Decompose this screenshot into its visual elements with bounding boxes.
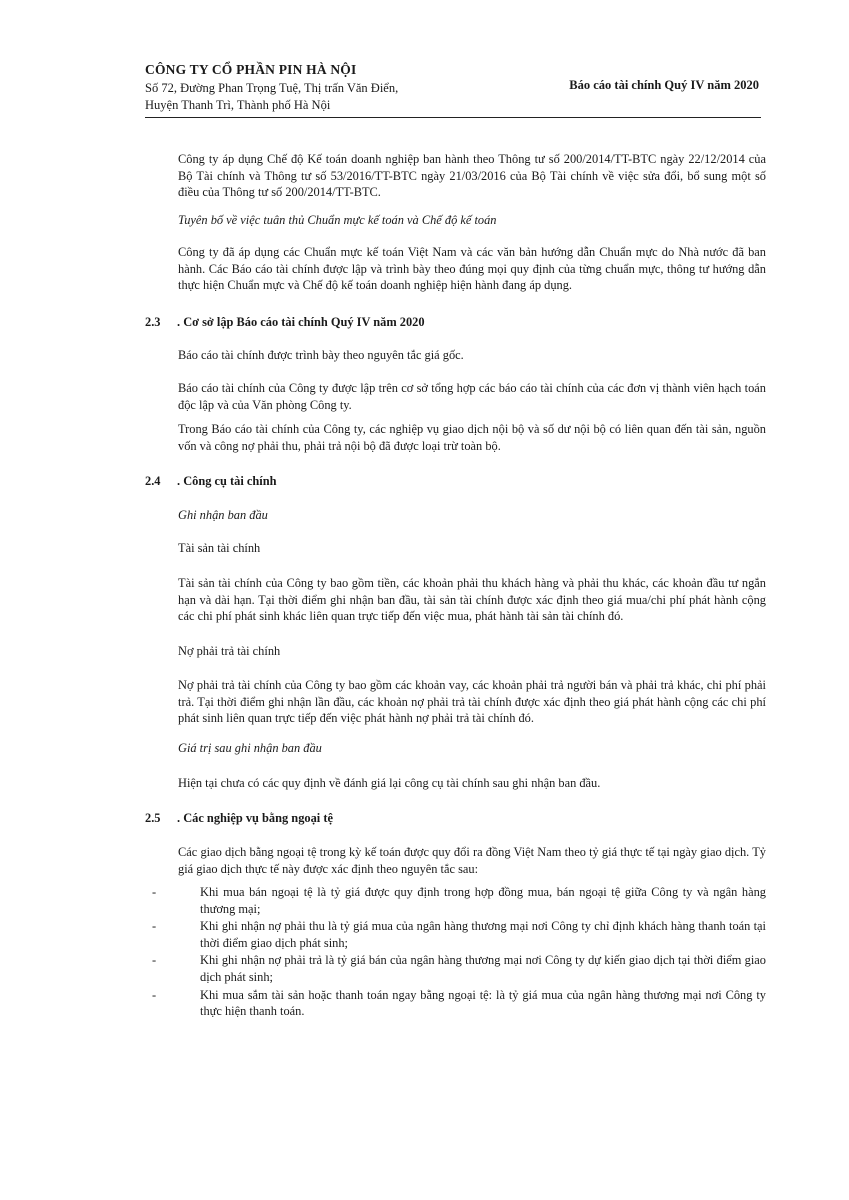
list-item [150,884,766,917]
subsequent-measurement-paragraph: Hiện tại chưa có các quy định về đánh giá lại công cụ tài chính sau ghi nhận ban đầu. [178,776,601,790]
intro-paragraph-1: Công ty áp dụng Chế độ Kế toán doanh nghiệp ban hành theo Thông tư số 200/2014/TT-BTC ngày 22/12/2014 của Bộ Tài chính và Thông tư số 53/2016/TT-BTC ngày 21/03/2016 của Bộ Tài chính về việc sửa đổi, bổ sung một số điều của Thông tư số 200/2014/TT-BTC. [178,152,766,200]
financial-liabilities-paragraph: Nợ phải trả tài chính của Công ty bao gồm các khoản vay, các khoản phải trả người bán và phải trả khác, chi phí phải trả. Tại thời điểm ghi nhận lần đầu, các khoản nợ phải trả tài chính được xác định theo giá phát hành cộng các chi phí phát sinh liên quan trực tiếp đến việc phát hành nợ phải trả tài chính đó. [178,678,766,726]
section-2-3-paragraph-3: Trong Báo cáo tài chính của Công ty, các nghiệp vụ giao dịch nội bộ và số dư nội bộ có liên quan đến tài sản, nguồn vốn và công nợ phải thu, phải trả nội bộ đã được loại trừ toàn bộ. [178,422,766,453]
section-number: 2.5 [145,811,161,825]
subheading-subsequent-measurement: Giá trị sau ghi nhận ban đầu [178,741,322,755]
list-item [150,918,766,951]
subheading-financial-liabilities: Nợ phải trả tài chính [178,644,281,658]
bullet-dash: - [152,885,157,899]
bullet-dash: - [152,987,157,1002]
financial-assets-paragraph: Tài sản tài chính của Công ty bao gồm tiền, các khoản phải thu khách hàng và phải thu khác, các khoản đầu tư ngắn hạn và dài hạn. Tại thời điểm ghi nhận ban đầu, tài sản tài chính được xác định theo giá mua/chi phí phát hành cộng các chi phí phát sinh khác liên quan trực tiếp đến việc mua, phát hành tài sản tài chính đó. [178,576,766,624]
section-2-3-paragraph-2: Báo cáo tài chính của Công ty được lập trên cơ sở tổng hợp các báo cáo tài chính của các đơn vị thành viên hạch toán độc lập và của Văn phòng Công ty. [178,381,766,412]
section-heading-2-5 [145,811,333,826]
section-title: . Cơ sở lập Báo cáo tài chính Quý IV năm 2020 [177,315,425,329]
list-item [150,952,766,985]
list-item-text: Khi mua sắm tài sản hoặc thanh toán ngay bằng ngoại tệ: là tỷ giá mua của ngân hàng thương mại nơi Công ty thực hiện thanh toán. [200,987,766,1019]
bullet-dash: - [152,953,157,968]
company-address-line2: Huyện Thanh Trì, Thành phố Hà Nội [145,98,331,112]
bullet-dash: - [152,919,157,934]
section-title: . Các nghiệp vụ bằng ngoại tệ [177,811,333,825]
report-title: Báo cáo tài chính Quý IV năm 2020 [569,78,759,92]
subheading-initial-recognition: Ghi nhận ban đầu [178,508,268,522]
list-item-text: Khi ghi nhận nợ phải trả là tỷ giá bán của ngân hàng thương mại nơi Công ty dự kiến giao dịch tại thời điểm giao dịch phát sinh; [200,953,766,984]
company-address-line1: Số 72, Đường Phan Trọng Tuệ, Thị trấn Văn Điển, [145,81,399,95]
list-item-text: Khi ghi nhận nợ phải thu là tỷ giá mua của ngân hàng thương mại nơi Công ty chỉ định khách hàng thanh toán tại thời điểm giao dịch phát sinh; [200,919,766,950]
compliance-subtitle: Tuyên bố về việc tuân thủ Chuẩn mực kế toán và Chế độ kế toán [178,213,497,227]
section-heading-2-3 [145,315,425,330]
section-number: 2.3 [145,315,161,329]
section-2-5-paragraph-1: Các giao dịch bằng ngoại tệ trong kỳ kế toán được quy đổi ra đồng Việt Nam theo tỷ giá thực tế tại ngày giao dịch. Tỷ giá giao dịch thực tế này được xác định theo nguyên tắc sau: [178,845,766,876]
section-heading-2-4 [145,474,277,489]
section-title: . Công cụ tài chính [177,474,277,488]
section-2-3-paragraph-1: Báo cáo tài chính được trình bày theo nguyên tắc giá gốc. [178,348,464,362]
company-name: CÔNG TY CỔ PHẦN PIN HÀ NỘI [145,62,357,77]
exchange-rate-rules-list [150,884,766,1021]
header-divider [145,117,761,118]
list-item [150,987,766,1020]
intro-paragraph-2: Công ty đã áp dụng các Chuẩn mực kế toán Việt Nam và các văn bản hướng dẫn Chuẩn mực do Nhà nước đã ban hành. Các Báo cáo tài chính được lập và trình bày theo đúng mọi quy định của từng chuẩn mực, thông tư hướng dẫn thực hiện Chuẩn mực và Chế độ kế toán doanh nghiệp hiện hành đang áp dụng. [178,245,766,293]
subheading-financial-assets: Tài sản tài chính [178,541,261,555]
list-item-text: Khi mua bán ngoại tệ là tỷ giá được quy định trong hợp đồng mua, bán ngoại tệ giữa Công ty và ngân hàng thương mại; [200,885,766,916]
section-number: 2.4 [145,474,161,488]
